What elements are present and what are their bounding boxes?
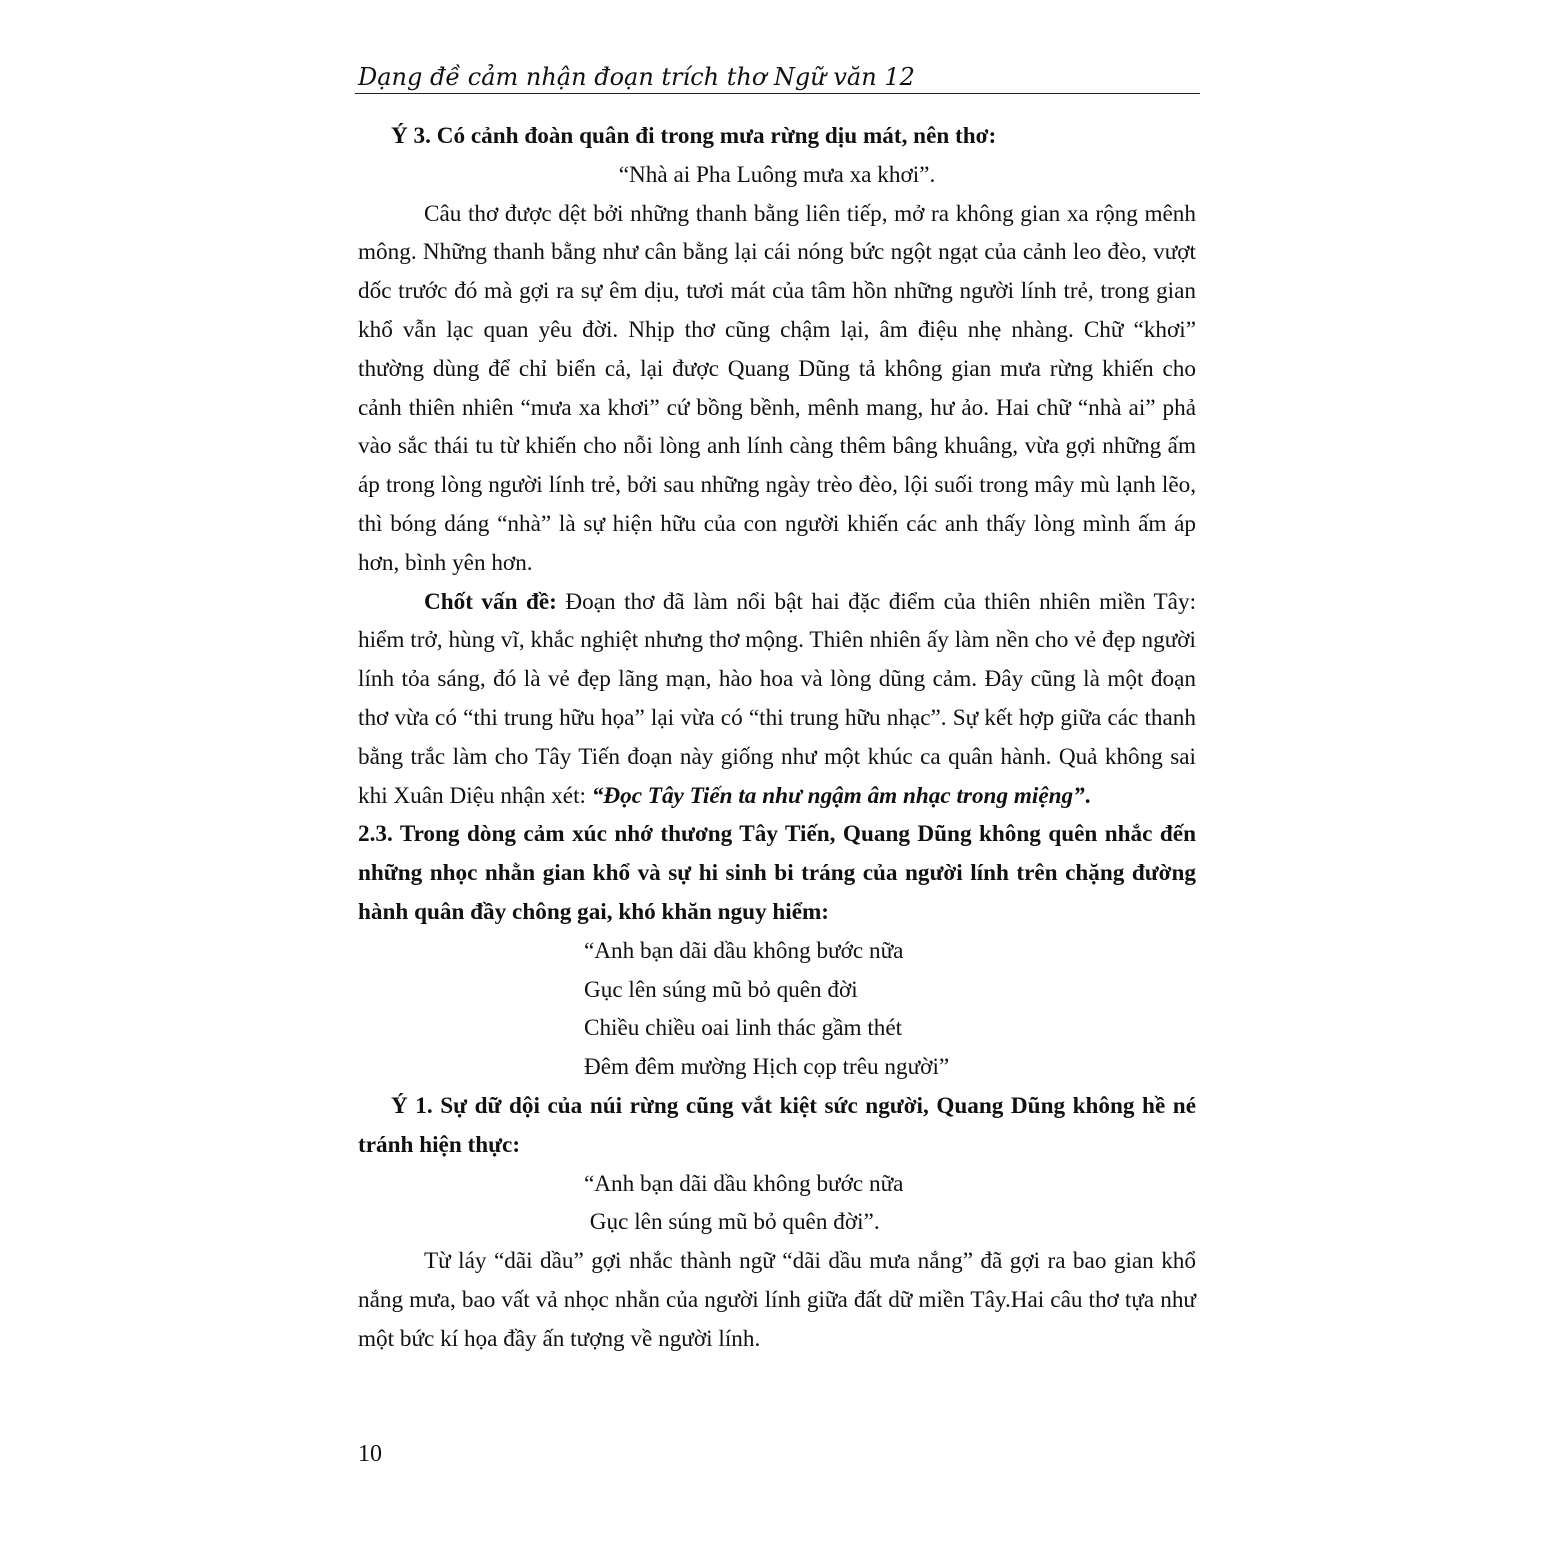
verse-line: Gục lên súng mũ bỏ quên đời <box>584 976 858 1003</box>
running-header: Dạng đề cảm nhận đoạn trích thơ Ngữ văn 12 <box>358 63 915 91</box>
verse-line: Chiều chiều oai linh thác gầm thét <box>584 1015 903 1042</box>
section-y3-quote: “Nhà ai Pha Luông mưa xa khơi”. <box>618 161 936 188</box>
page-body <box>358 117 1196 1359</box>
conclusion-end: . <box>1084 782 1091 809</box>
section-y1-paragraph: Từ láy “dãi dầu” gợi nhắc thành ngữ “dãi dầu mưa nắng” đã gợi ra bao gian khổ nắng mưa, bao vất vả nhọc nhằn của người lính giữa đất dữ miền Tây.Hai câu thơ tựa như một bức kí họa đầy ấn tượng về người lính. <box>358 1248 1196 1352</box>
verse-line: “Anh bạn dãi dầu không bước nữa <box>584 1170 904 1197</box>
section-y3-heading: Ý 3. Có cảnh đoàn quân đi trong mưa rừng dịu mát, nên thơ: <box>391 123 997 149</box>
section-2-3-heading: 2.3. Trong dòng cảm xúc nhớ thương Tây Tiến, Quang Dũng không quên nhắc đến những nhọc nhằn gian khổ và sự hi sinh bi tráng của người lính trên chặng đường hành quân đầy chông gai, khó khăn nguy hiểm: <box>358 821 1196 925</box>
verse-line: Gục lên súng mũ bỏ quên đời”. <box>584 1209 880 1236</box>
conclusion-label: Chốt vấn đề: <box>424 588 557 615</box>
conclusion-text: Đoạn thơ đã làm nổi bật hai đặc điểm của thiên nhiên miền Tây: hiểm trở, hùng vĩ, khắc nghiệt nhưng thơ mộng. Thiên nhiên ấy làm nền cho vẻ đẹp người lính tỏa sáng, đó là vẻ đẹp lãng mạn, hào hoa và lòng dũng cảm. Đây cũng là một đoạn thơ vừa có “thi trung hữu họa” lại vừa có “thi trung hữu nhạc”. Sự kết hợp giữa các thanh bằng trắc làm cho Tây Tiến đoạn này giống như một khúc ca quân hành. Quả không sai khi Xuân Diệu nhận xét: <box>358 588 1197 809</box>
section-y1-verse <box>358 1165 1196 1243</box>
section-2-3-verse <box>358 932 1196 1087</box>
header-rule <box>355 93 1200 94</box>
verse-line: “Anh bạn dãi dầu không bước nữa <box>584 937 904 964</box>
section-y1-heading: Ý 1. Sự dữ dội của núi rừng cũng vắt kiệt sức người, Quang Dũng không hề né tránh hiện thực: <box>358 1092 1196 1158</box>
conclusion-citation: “Đọc Tây Tiến ta như ngậm âm nhạc trong miệng” <box>591 782 1085 809</box>
verse-line: Đêm đêm mường Hịch cọp trêu người” <box>584 1054 950 1081</box>
conclusion-paragraph <box>358 583 1196 816</box>
page-number: 10 <box>358 1441 382 1467</box>
section-y3-paragraph: Câu thơ được dệt bởi những thanh bằng liên tiếp, mở ra không gian xa rộng mênh mông. Những thanh bằng như cân bằng lại cái nóng bức ngột ngạt của cảnh leo đèo, vượt dốc trước đó mà gợi ra sự êm dịu, tươi mát của tâm hồn những người lính trẻ, trong gian khổ vẫn lạc quan yêu đời. Nhịp thơ cũng chậm lại, âm điệu nhẹ nhàng. Chữ “khơi” thường dùng để chỉ biển cả, lại được Quang Dũng tả không gian mưa rừng khiến cho cảnh thiên nhiên “mưa xa khơi” cứ bồng bềnh, mênh mang, hư ảo. Hai chữ “nhà ai” phả vào sắc thái tu từ khiến cho nỗi lòng anh lính càng thêm bâng khuâng, vừa gợi những ấm áp trong lòng người lính trẻ, bởi sau những ngày trèo đèo, lội suối trong mây mù lạnh lẽo, thì bóng dáng “nhà” là sự hiện hữu của con người khiến các anh thấy lòng mình ấm áp hơn, bình yên hơn. <box>358 200 1196 576</box>
